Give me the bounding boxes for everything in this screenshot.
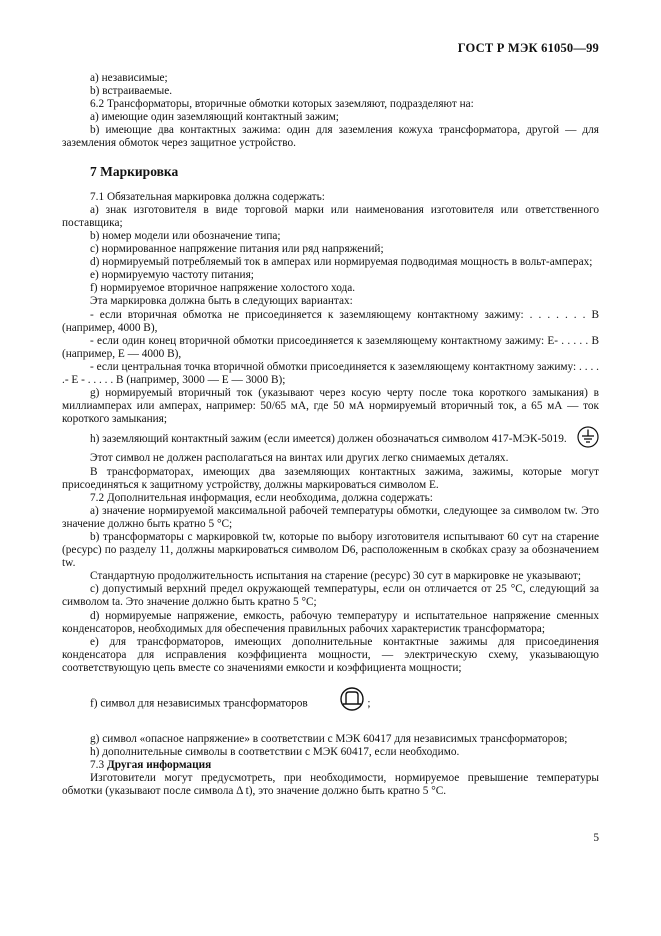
- paragraph: а) значение нормируемой максимальной рабочей температуры обмотки, следующее за символом tw. Это значение должно быть кратно 5 °С;: [62, 504, 599, 530]
- paragraph: b) встраиваемые.: [90, 85, 173, 98]
- paragraph: с) нормированное напряжение питания или ряд напряжений;: [90, 243, 384, 256]
- symbol-paragraph: [62, 687, 599, 721]
- symbol-paragraph-end: ;: [367, 697, 371, 710]
- earth-symbol-icon: [577, 426, 599, 452]
- paragraph: 7.1 Обязательная маркировка должна содержать:: [90, 190, 325, 203]
- paragraph: а) независимые;: [90, 72, 168, 84]
- paragraph: - если центральная точка вторичной обмотки присоединяется к заземляющему контактному зажиму: . . . . .- Е - . . . . . В (например, 3000 — Е — 3000 В);: [62, 360, 599, 386]
- paragraph: f) нормируемое вторичное напряжение холостого хода.: [90, 282, 356, 295]
- paragraph: h) дополнительные символы в соответствии с МЭК 60417, если необходимо.: [90, 746, 460, 759]
- subsection-number: 7.3: [90, 759, 105, 772]
- paragraph: d) нормируемый потребляемый ток в амперах или нормируемая подводимая мощность в вольт-амперах;: [90, 256, 593, 269]
- paragraph: Эта маркировка должна быть в следующих вариантах:: [90, 295, 353, 308]
- paragraph: с) допустимый верхний предел окружающей температуры, если он отличается от 25 °С, следующий за символом ta. Это значение должно быть кратно 5 °С;: [62, 583, 599, 609]
- paragraph: - если вторичная обмотка не присоединяется к заземляющему контактному зажиму: . . . . . . . В (например, 4000 В),: [62, 308, 599, 334]
- independent-transformer-symbol-icon: [311, 687, 365, 721]
- paragraph: b) трансформаторы с маркировкой tw, которые по выбору изготовителя испытывают 60 сут на старение (ресурс) по разделу 11, должны маркироваться символом D6, расположенным в скобках сразу за обозначением tw.: [62, 531, 599, 570]
- paragraph: Стандартную продолжительность испытания на старение (ресурс) 30 сут в маркировке не указывают;: [90, 570, 581, 583]
- paragraph: g) символ «опасное напряжение» в соответствии с МЭК 60417 для независимых трансформаторов;: [90, 733, 568, 746]
- paragraph: - если один конец вторичной обмотки присоединяется к заземляющему контактному зажиму: Е- . . . . . В (например, Е — 4000 В),: [62, 334, 599, 360]
- paragraph: е) для трансформаторов, имеющих дополнительные контактные зажимы для присоединения конденсатора для исправления коэффициента мощности, — электрическую схему, указывающую соответствующую цепь вместе со значениями емкости и коэффициента мощности;: [62, 635, 599, 674]
- earth-symbol-line: [62, 426, 599, 452]
- paragraph: е) нормируемую частоту питания;: [90, 269, 254, 282]
- paragraph: d) нормируемые напряжение, емкость, рабочую температуру и испытательное напряжение сменных конденсаторов, необходимых для обеспечения правильных рабочих характеристик трансформатора;: [62, 609, 599, 635]
- paragraph: а) имеющие один заземляющий контактный зажим;: [90, 111, 339, 124]
- paragraph: а) знак изготовителя в виде торговой марки или наименования изготовителя или ответственного поставщика;: [62, 203, 599, 229]
- paragraph: В трансформаторах, имеющих два заземляющих контактных зажима, зажимы, которые могут присоединяться к защитному устройству, должны маркироваться символом Е.: [62, 465, 599, 491]
- paragraph: h) заземляющий контактный зажим (если имеется) должен обозначаться символом 417-МЭК-5019.: [90, 432, 567, 445]
- paragraph: 6.2 Трансформаторы, вторичные обмотки которых заземляют, подразделяют на:: [90, 98, 474, 111]
- subsection-heading: [62, 759, 599, 772]
- paragraph: Этот символ не должен располагаться на винтах или других легко снимаемых деталях.: [90, 452, 509, 465]
- page-body: [62, 72, 599, 799]
- paragraph: 7.2 Дополнительная информация, если необходима, должна содержать:: [90, 491, 433, 504]
- paragraph: b) номер модели или обозначение типа;: [90, 229, 281, 242]
- symbol-paragraph-text: f) символ для независимых трансформаторов: [90, 697, 308, 710]
- subsection-title: Другая информация: [106, 759, 212, 772]
- paragraph: g) нормируемый вторичный ток (указывают через косую черту после тока короткого замыкания) в миллиамперах или амперах, например: 50/65 мА, где 50 мА нормируемый вторичный ток, а 65 мА — ток короткого замыкания;: [62, 387, 599, 426]
- page-number: 5: [593, 832, 599, 844]
- paragraph: Изготовители могут предусмотреть, при необходимости, нормируемое превышение температуры обмотки (указывают после символа Δ t), это значение должно быть кратно 5 °С.: [62, 772, 599, 798]
- page-header: ГОСТ Р МЭК 61050—99: [457, 41, 599, 55]
- section-heading: 7 Маркировка: [90, 163, 179, 179]
- paragraph: b) имеющие два контактных зажима: один для заземления кожуха трансформатора, другой — для заземления обмоток через защитное устройство.: [62, 124, 599, 150]
